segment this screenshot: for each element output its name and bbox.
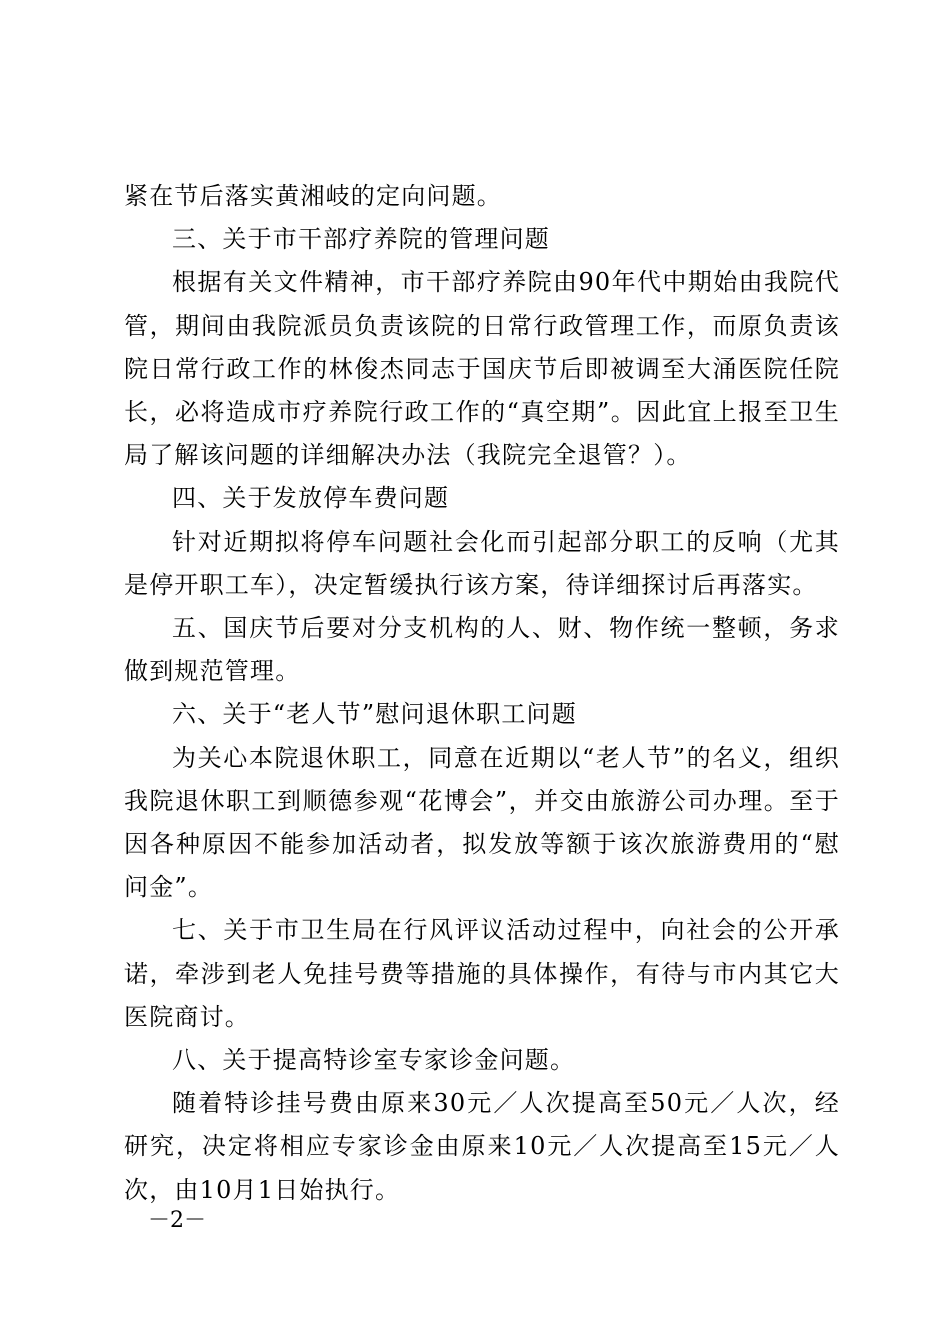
page-number: －2－ xyxy=(148,1208,206,1233)
section-heading-3: 三、关于市干部疗养院的管理问题 xyxy=(172,225,550,254)
paragraph: 紧在节后落实黄湘岐的定向问题。 xyxy=(124,182,502,210)
paragraph: 为关心本院退休职工，同意在近期以“老人节”的名义，组织我院退休职工到顺德参观“花博会”，并交由旅游公司办理。至于因各种原因不能参加活动者，拟发放等额于该次旅游费用的“慰问金”。 xyxy=(124,743,840,902)
paragraph: 针对近期拟将停车问题社会化而引起部分职工的反响（尤其是停开职工车），决定暂缓执行该方案，待详细探讨后再落实。 xyxy=(124,527,840,599)
section-heading-4: 四、关于发放停车费问题 xyxy=(172,484,450,513)
section-heading-7: 七、关于市卫生局在行风评议活动过程中，向社会的公开承诺，牵涉到老人免挂号费等措施的具体操作，有待与市内其它大医院商讨。 xyxy=(124,916,840,1031)
paragraph: 根据有关文件精神，市干部疗养院由90年代中期始由我院代管，期间由我院派员负责该院的日常行政管理工作，而原负责该院日常行政工作的林俊杰同志于国庆节后即被调至大涌医院任院长，必将造成市疗养院行政工作的“真空期”。因此宜上报至卫生局了解该问题的详细解决办法（我院完全退管？）。 xyxy=(124,268,840,470)
section-heading-8: 八、关于提高特诊室专家诊金问题。 xyxy=(172,1046,576,1075)
paragraph: 随着特诊挂号费由原来30元／人次提高至50元／人次，经研究，决定将相应专家诊金由原来10元／人次提高至15元／人次，由10月1日始执行。 xyxy=(124,1089,840,1204)
section-heading-6: 六、关于“老人节”慰问退休职工问题 xyxy=(172,700,577,729)
section-heading-5: 五、国庆节后要对分支机构的人、财、物作统一整顿，务求做到规范管理。 xyxy=(124,614,840,686)
document-body xyxy=(124,175,840,1212)
